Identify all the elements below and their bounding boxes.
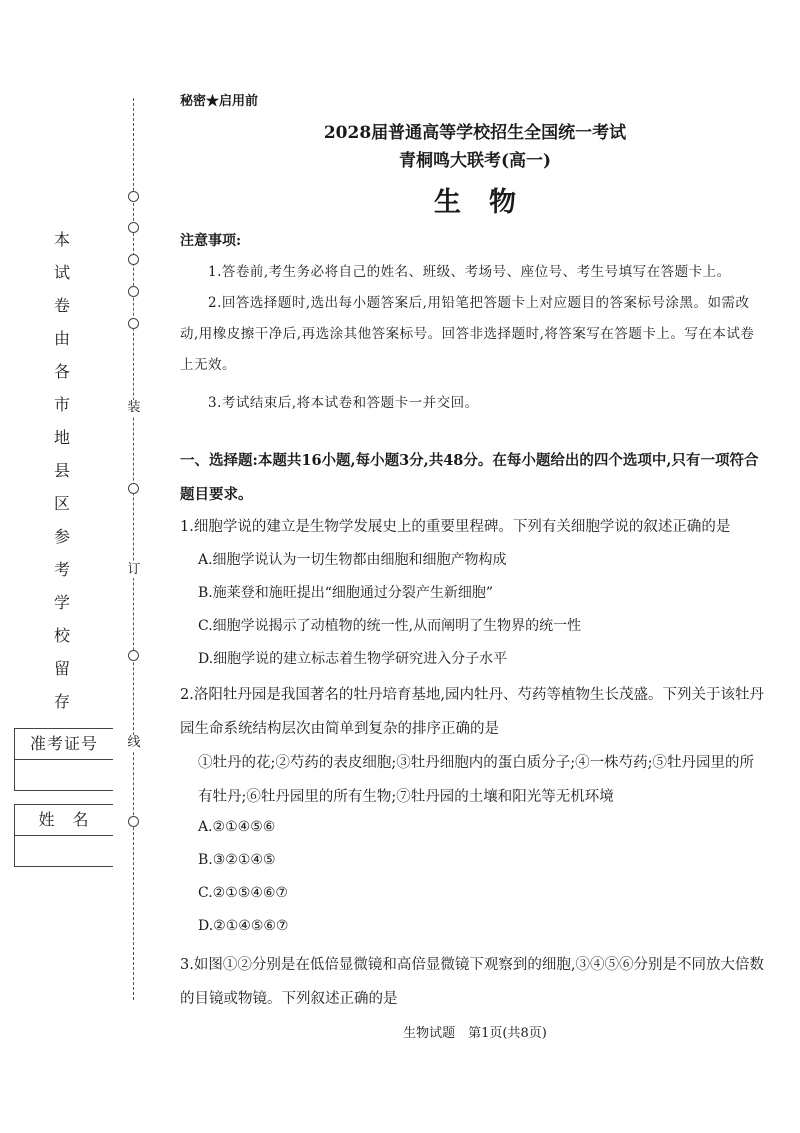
question-detail: ①牡丹的花;②芍药的表皮细胞;③牡丹细胞内的蛋白质分子;④一株芍药;⑤牡丹园里的所有牡丹;⑥牡丹园里的所有生物;⑦牡丹园的土壤和阳光等无机环境 <box>198 755 755 805</box>
question-stem: 1.细胞学说的建立是生物学发展史上的重要里程碑。下列有关细胞学说的叙述正确的是 <box>180 519 731 535</box>
notice-char: 市 <box>53 395 70 414</box>
name-field[interactable] <box>14 804 113 867</box>
option-item: B.③②①④⑤ <box>198 852 276 868</box>
name-label: 姓 名 <box>15 805 113 836</box>
exam-subtitle: 青桐鸣大联考(高一) <box>398 151 552 171</box>
option-item: A.细胞学说认为一切生物都由细胞和细胞产物构成 <box>198 552 507 568</box>
binding-hole <box>128 191 139 202</box>
note-item: 2.回答选择题时,选出每小题答案后,用铅笔把答题卡上对应题目的答案标号涂黑。如需改动,用橡皮擦干净后,再选涂其他答案标号。回答非选择题时,将答案写在答题卡上。写在本试卷上无效。 <box>180 295 755 373</box>
option-item: D.细胞学说的建立标志着生物学研究进入分子水平 <box>198 651 508 667</box>
notice-char: 县 <box>53 461 70 480</box>
binding-hole <box>128 483 139 494</box>
name-blank[interactable] <box>15 836 113 866</box>
question-stem: 3.如图①②分别是在低倍显微镜和高倍显微镜下观察到的细胞,③④⑤⑥分别是不同放大倍数的目镜或物镜。下列叙述正确的是 <box>180 957 764 1007</box>
notice-char: 地 <box>53 428 70 447</box>
binding-char: 订 <box>125 562 143 578</box>
notice-char: 卷 <box>53 296 70 315</box>
notes-heading: 注意事项: <box>180 233 242 249</box>
notice-char: 留 <box>53 659 70 678</box>
option-item: D.②①④⑤⑥⑦ <box>198 918 289 934</box>
notice-char: 试 <box>53 263 70 282</box>
page-footer: 生物试题 第1页(共8页) <box>403 1026 547 1041</box>
option-item: B.施莱登和施旺提出“细胞通过分裂产生新细胞” <box>198 585 494 601</box>
binding-hole <box>128 318 139 329</box>
note-item: 3.考试结束后,将本试卷和答题卡一并交回。 <box>208 395 479 411</box>
notice-char: 各 <box>53 362 70 381</box>
option-item: C.细胞学说揭示了动植物的统一性,从而阐明了生物界的统一性 <box>198 618 582 634</box>
notice-char: 校 <box>53 626 70 645</box>
binding-line <box>133 98 134 1000</box>
exam-id-blank[interactable] <box>15 760 113 790</box>
binding-char: 线 <box>125 735 143 751</box>
notice-char: 学 <box>53 593 70 612</box>
question-stem <box>180 678 765 746</box>
section-title: 一、选择题:本题共16小题,每小题3分,共48分。在每小题给出的四个选项中,只有一项符合题目要求。 <box>180 452 759 503</box>
notice-char: 存 <box>53 692 70 711</box>
exam-title: 2028届普通高等学校招生全国统一考试 <box>323 123 627 143</box>
notice-char: 本 <box>53 230 70 249</box>
confidential-mark: 秘密★启用前 <box>180 94 259 109</box>
notice-char: 参 <box>53 527 70 546</box>
notice-char: 由 <box>53 329 70 348</box>
notice-char: 考 <box>53 560 70 579</box>
question-stem-text: 2.洛阳牡丹园是我国著名的牡丹培育基地,园内牡丹、芍药等植物生长茂盛。下列关于该牡丹园生命系统结构层次由简单到复杂的排序正确的是 <box>180 687 764 737</box>
binding-hole <box>128 254 139 265</box>
binding-hole <box>128 222 139 233</box>
option-item: C.②①⑤④⑥⑦ <box>198 885 288 901</box>
notice-char: 区 <box>53 494 70 513</box>
binding-hole <box>128 650 139 661</box>
binding-hole <box>128 816 139 827</box>
option-item: A.②①④⑤⑥ <box>198 819 276 835</box>
exam-id-field[interactable] <box>14 728 113 791</box>
note-item: 1.答卷前,考生务必将自己的姓名、班级、考场号、座位号、考生号填写在答题卡上。 <box>208 264 731 280</box>
exam-id-label: 准考证号 <box>15 729 113 760</box>
subject-title: 生物 <box>434 187 544 218</box>
binding-hole <box>128 286 139 297</box>
binding-char: 装 <box>125 400 143 416</box>
